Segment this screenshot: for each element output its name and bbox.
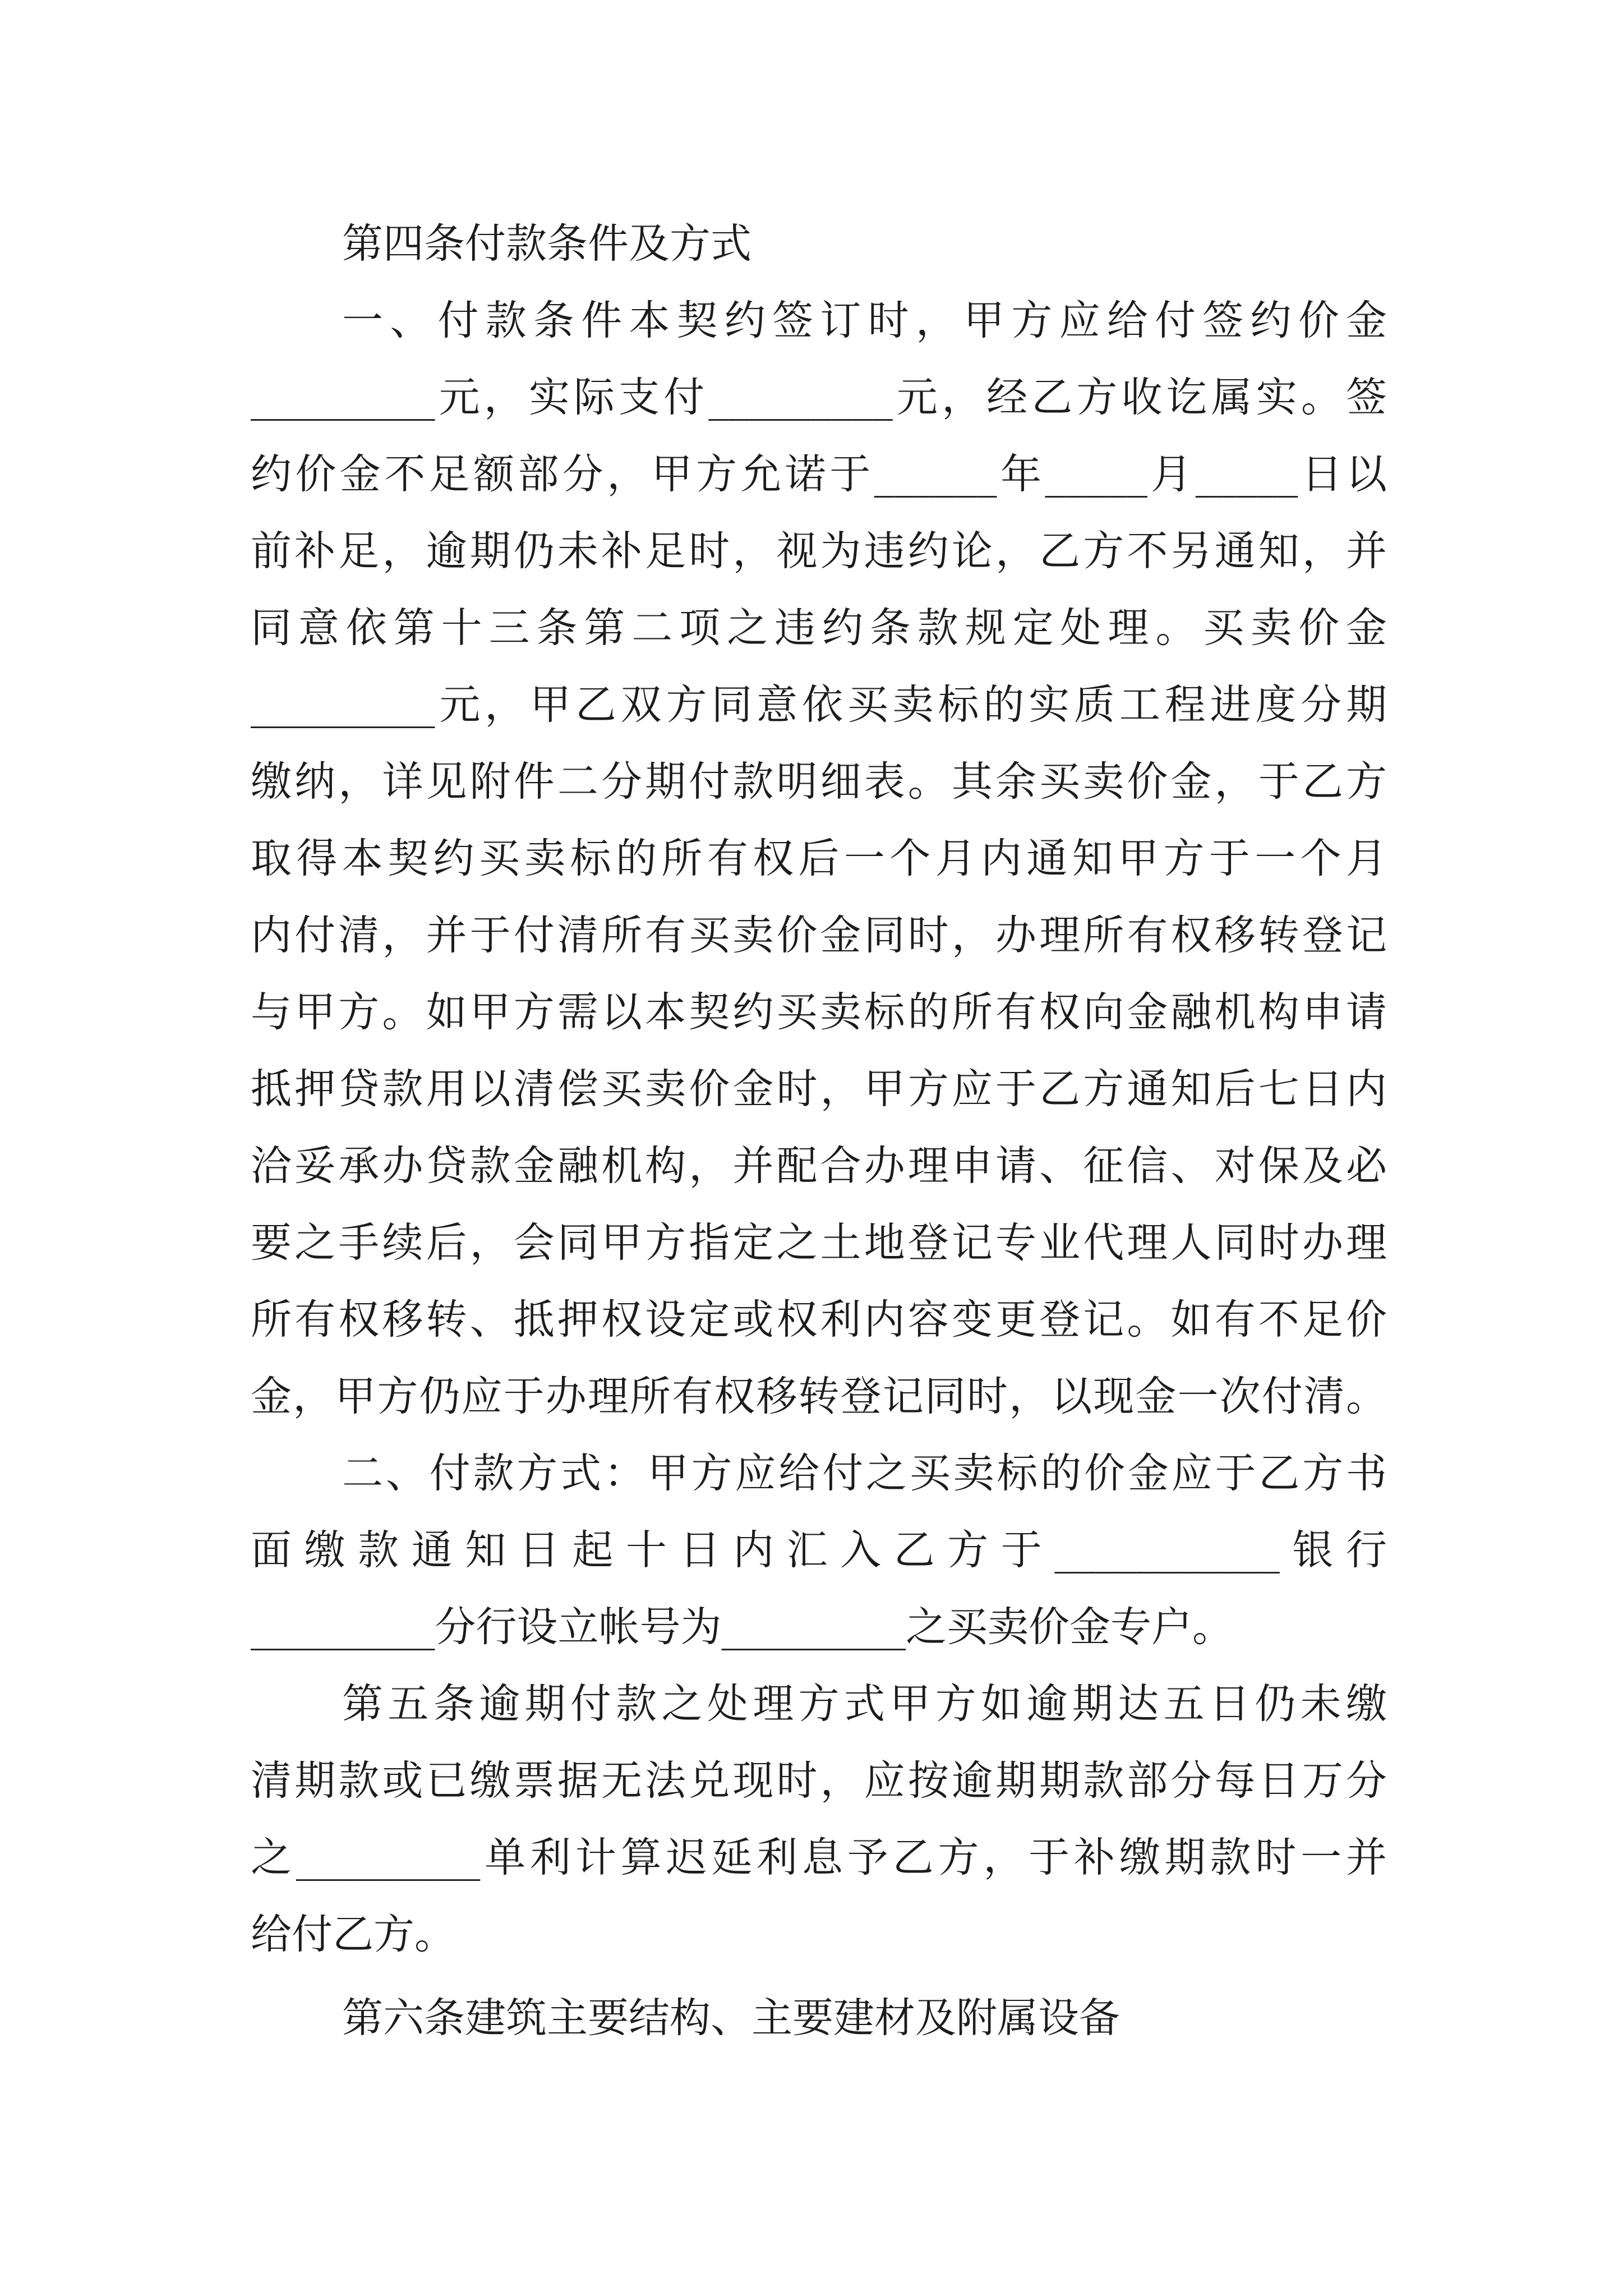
payment-method-paragraph — [251, 1435, 1387, 1665]
text-line: 内付清，并于付清所有买卖价金同时，办理所有权移转登记 — [251, 912, 1387, 959]
text-line: 给付乙方。 — [251, 1911, 455, 1958]
text-line: 二、付款方式：甲方应给付之买卖标的价金应于乙方书 — [342, 1450, 1387, 1497]
text-line: 第四条付款条件及方式 — [342, 220, 751, 268]
text-line: 缴纳，详见附件二分期付款明细表。其余买卖价金，于乙方 — [251, 758, 1387, 806]
article-6-heading — [251, 1980, 1387, 2056]
text-line: _________元，实际支付_________元，经乙方收讫属实。签 — [251, 374, 1387, 421]
text-line: 取得本契约买卖标的所有权后一个月内通知甲方于一个月 — [251, 835, 1387, 882]
text-line: 与甲方。如甲方需以本契约买卖标的所有权向金融机构申请 — [251, 988, 1387, 1036]
text-line: 前补足，逾期仍未补足时，视为违约论，乙方不另通知，并 — [251, 527, 1387, 575]
text-line: 洽妥承办贷款金融机构，并配合办理申请、征信、对保及必 — [251, 1142, 1387, 1190]
article-5-paragraph — [251, 1665, 1387, 1973]
text-line: 第五条逾期付款之处理方式甲方如逾期达五日仍未缴 — [342, 1680, 1387, 1728]
payment-conditions-paragraph — [251, 282, 1387, 1435]
text-line: 一、付款条件本契约签订时，甲方应给付签约价金 — [342, 297, 1387, 344]
text-line: 之_________单利计算迟延利息予乙方，于补缴期款时一并 — [251, 1834, 1387, 1881]
text-line: 要之手续后，会同甲方指定之土地登记专业代理人同时办理 — [251, 1219, 1387, 1267]
text-line: 清期款或已缴票据无法兑现时，应按逾期期款部分每日万分 — [251, 1757, 1387, 1805]
text-line: 约价金不足额部分，甲方允诺于______年_____月_____日以 — [251, 450, 1387, 498]
text-line: _________分行设立帐号为_________之买卖价金专户。 — [251, 1603, 1233, 1651]
text-line: 面缴款通知日起十日内汇入乙方于___________银行 — [251, 1526, 1387, 1574]
text-line: 抵押贷款用以清偿买卖价金时，甲方应于乙方通知后七日内 — [251, 1065, 1387, 1113]
text-line: 金，甲方仍应于办理所有权移转登记同时，以现金一次付清。 — [251, 1373, 1387, 1420]
text-line: _________元，甲乙双方同意依买卖标的实质工程进度分期 — [251, 681, 1387, 729]
article-4-heading — [251, 205, 1387, 282]
text-line: 所有权移转、抵押权设定或权利内容变更登记。如有不足价 — [251, 1296, 1387, 1343]
text-line: 第六条建筑主要结构、主要建材及附属设备 — [342, 1994, 1120, 2042]
text-line: 同意依第十三条第二项之违约条款规定处理。买卖价金 — [251, 604, 1387, 652]
